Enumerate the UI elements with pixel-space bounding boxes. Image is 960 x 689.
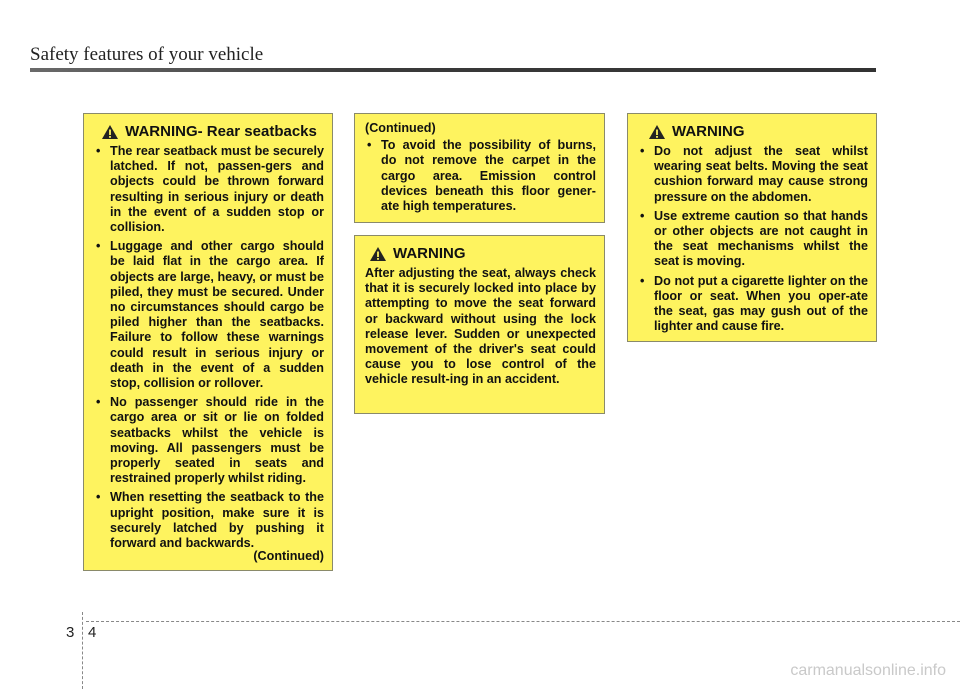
footer-divider-vertical [82,612,83,689]
warning-list [365,138,596,214]
warning-text: After adjusting the seat, always check that it is securely locked into place by attempting to move the seat forward or backward without using the lock release lever. Sudden or unexpected movement of the driver's seat could cause you to lose control of the vehicle result-ing in an accident. [365,266,596,387]
warning-label: WARNING [672,123,745,141]
page-header-title: Safety features of your vehicle [30,44,264,65]
watermark: carmanualsonline.info [790,662,946,679]
warning-box-seat-adjustment [627,113,877,342]
header-rule [30,68,876,72]
warning-triangle-icon [648,124,666,140]
list-item: • When resetting the seatback to the upright position, make sure it is securely latched by pushing it forward and backwards. [94,490,324,551]
footer-divider-horizontal [86,621,960,622]
warning-triangle-icon [101,124,119,140]
continued-label: (Continued) [253,549,324,564]
list-item: • Use extreme caution so that hands or other objects are not caught in the seat mechanisms whilst the seat is moving. [638,209,868,270]
list-item: • No passenger should ride in the cargo area or sit or lie on folded seatbacks whilst the vehicle is moving. All passengers must be properly seated in seats and restrained properly whilst riding. [94,395,324,486]
list-item: • Luggage and other cargo should be laid flat in the cargo area. If objects are large, heavy, or must be piled, they must be secured. Under no circumstances should cargo be piled higher than the seatbacks. Failure to follow these warnings could result in serious injury or death in the event of a sudden stop, collision or rollover. [94,239,324,391]
warning-box-rear-seatbacks [83,113,333,571]
warning-box-seat-lock [354,235,605,414]
page-number: 4 [88,624,97,641]
warning-list [638,144,868,334]
warning-box-continued [354,113,605,223]
list-item: • Do not put a cigarette lighter on the floor or seat. When you oper-ate the seat, gas may gush out of the lighter and cause fire. [638,274,868,335]
warning-title [94,124,324,140]
section-number: 3 [66,624,75,641]
warning-label: WARNING [125,123,198,141]
warning-triangle-icon [369,246,387,262]
list-item: • To avoid the possibility of burns, do not remove the carpet in the cargo area. Emission control devices beneath this floor gener-ate high temperatures. [365,138,596,214]
warning-subject: - Rear seatbacks [197,123,317,141]
warning-list [94,144,324,551]
warning-title [365,246,596,262]
warning-label: WARNING [393,245,466,263]
list-item: • The rear seatback must be securely latched. If not, passen-gers and objects could be thrown forward resulting in serious injury or death in the event of a sudden stop or collision. [94,144,324,235]
continued-label: (Continued) [365,121,436,135]
list-item: • Do not adjust the seat whilst wearing seat belts. Moving the seat cushion forward may cause strong pressure on the abdomen. [638,144,868,205]
warning-title [638,124,868,140]
